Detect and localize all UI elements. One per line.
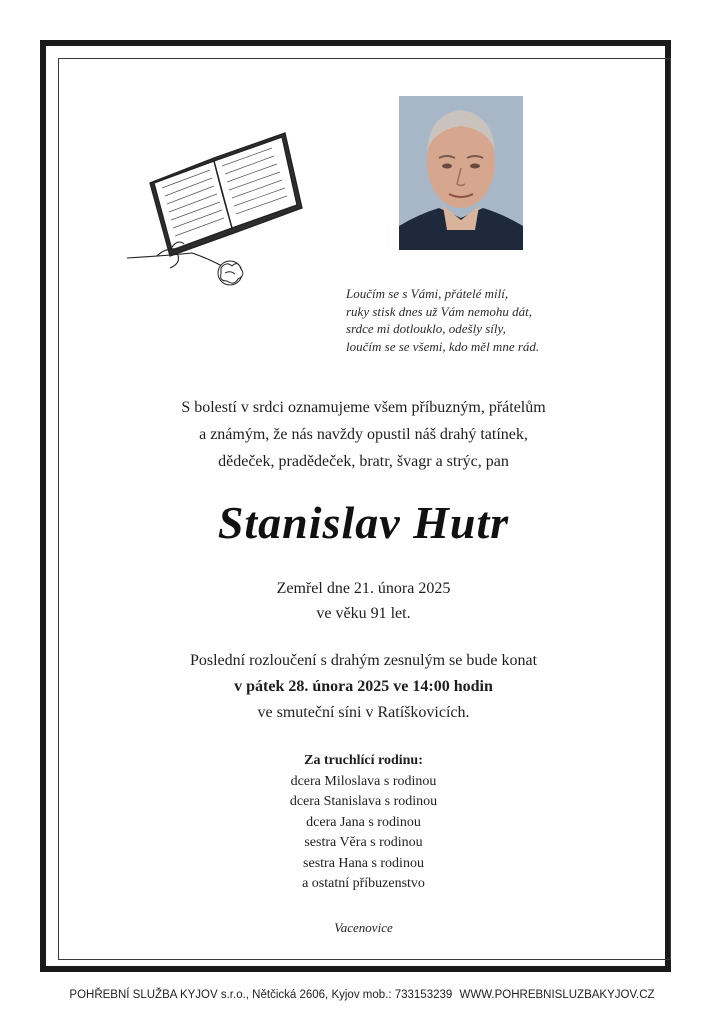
poem-line: ruky stisk dnes už Vám nemohu dát, — [346, 303, 532, 319]
mourner-item: dcera Miloslava s rodinou — [290, 773, 437, 789]
mourner-item: a ostatní příbuzenstvo — [302, 876, 425, 891]
funeral-intro: Poslední rozloučení s drahým zesnulým se bude konat — [189, 652, 538, 669]
footer — [0, 989, 724, 1001]
poem-line: loučím se se všemi, kdo měl mne rád. — [346, 338, 540, 354]
footer-website: WWW.POHREBNISLUZBAKYJOV.CZ — [459, 989, 655, 1001]
mourner-item: sestra Věra s rodinou — [304, 835, 423, 850]
death-date: Zemřel dne 21. února 2025 — [276, 580, 451, 597]
poem-verse — [346, 285, 586, 355]
footer-company: POHŘEBNÍ SLUŽBA KYJOV s.r.o., Nětčická 2606, Kyjov mob.: 733153239 — [69, 989, 453, 1001]
announcement-line: a známým, že nás navždy opustil náš drahý tatínek, — [199, 426, 528, 443]
deceased-name: Stanislav Hutr — [217, 497, 510, 548]
poem-line: srdce mi dotlouklo, odešly síly, — [346, 321, 506, 336]
open-book-with-flower-icon — [122, 128, 307, 298]
mourners-list — [58, 751, 669, 895]
funeral-date-time: v pátek 28. února 2025 ve 14:00 hodin — [234, 678, 493, 695]
mourner-item: dcera Jana s rodinou — [306, 814, 421, 830]
portrait-photo — [399, 96, 523, 250]
age-at-death: ve věku 91 let. — [316, 605, 411, 622]
funeral-place: ve smuteční síni v Ratíškovicích. — [257, 704, 470, 721]
location: Vacenovice — [334, 920, 393, 935]
death-info — [58, 576, 669, 626]
announcement-text — [58, 394, 669, 475]
poem-line: Loučím se s Vámi, přátelé milí, — [346, 286, 509, 301]
announcement-line: dědeček, pradědeček, bratr, švagr a strýc, pan — [218, 453, 509, 470]
mourner-item: dcera Stanislava s rodinou — [289, 794, 438, 809]
mourners-heading: Za truchlící rodinu: — [304, 753, 423, 768]
mourner-item: sestra Hana s rodinou — [303, 855, 424, 871]
funeral-info — [58, 648, 669, 726]
announcement-line: S bolestí v srdci oznamujeme všem příbuzným, přátelům — [181, 399, 546, 416]
